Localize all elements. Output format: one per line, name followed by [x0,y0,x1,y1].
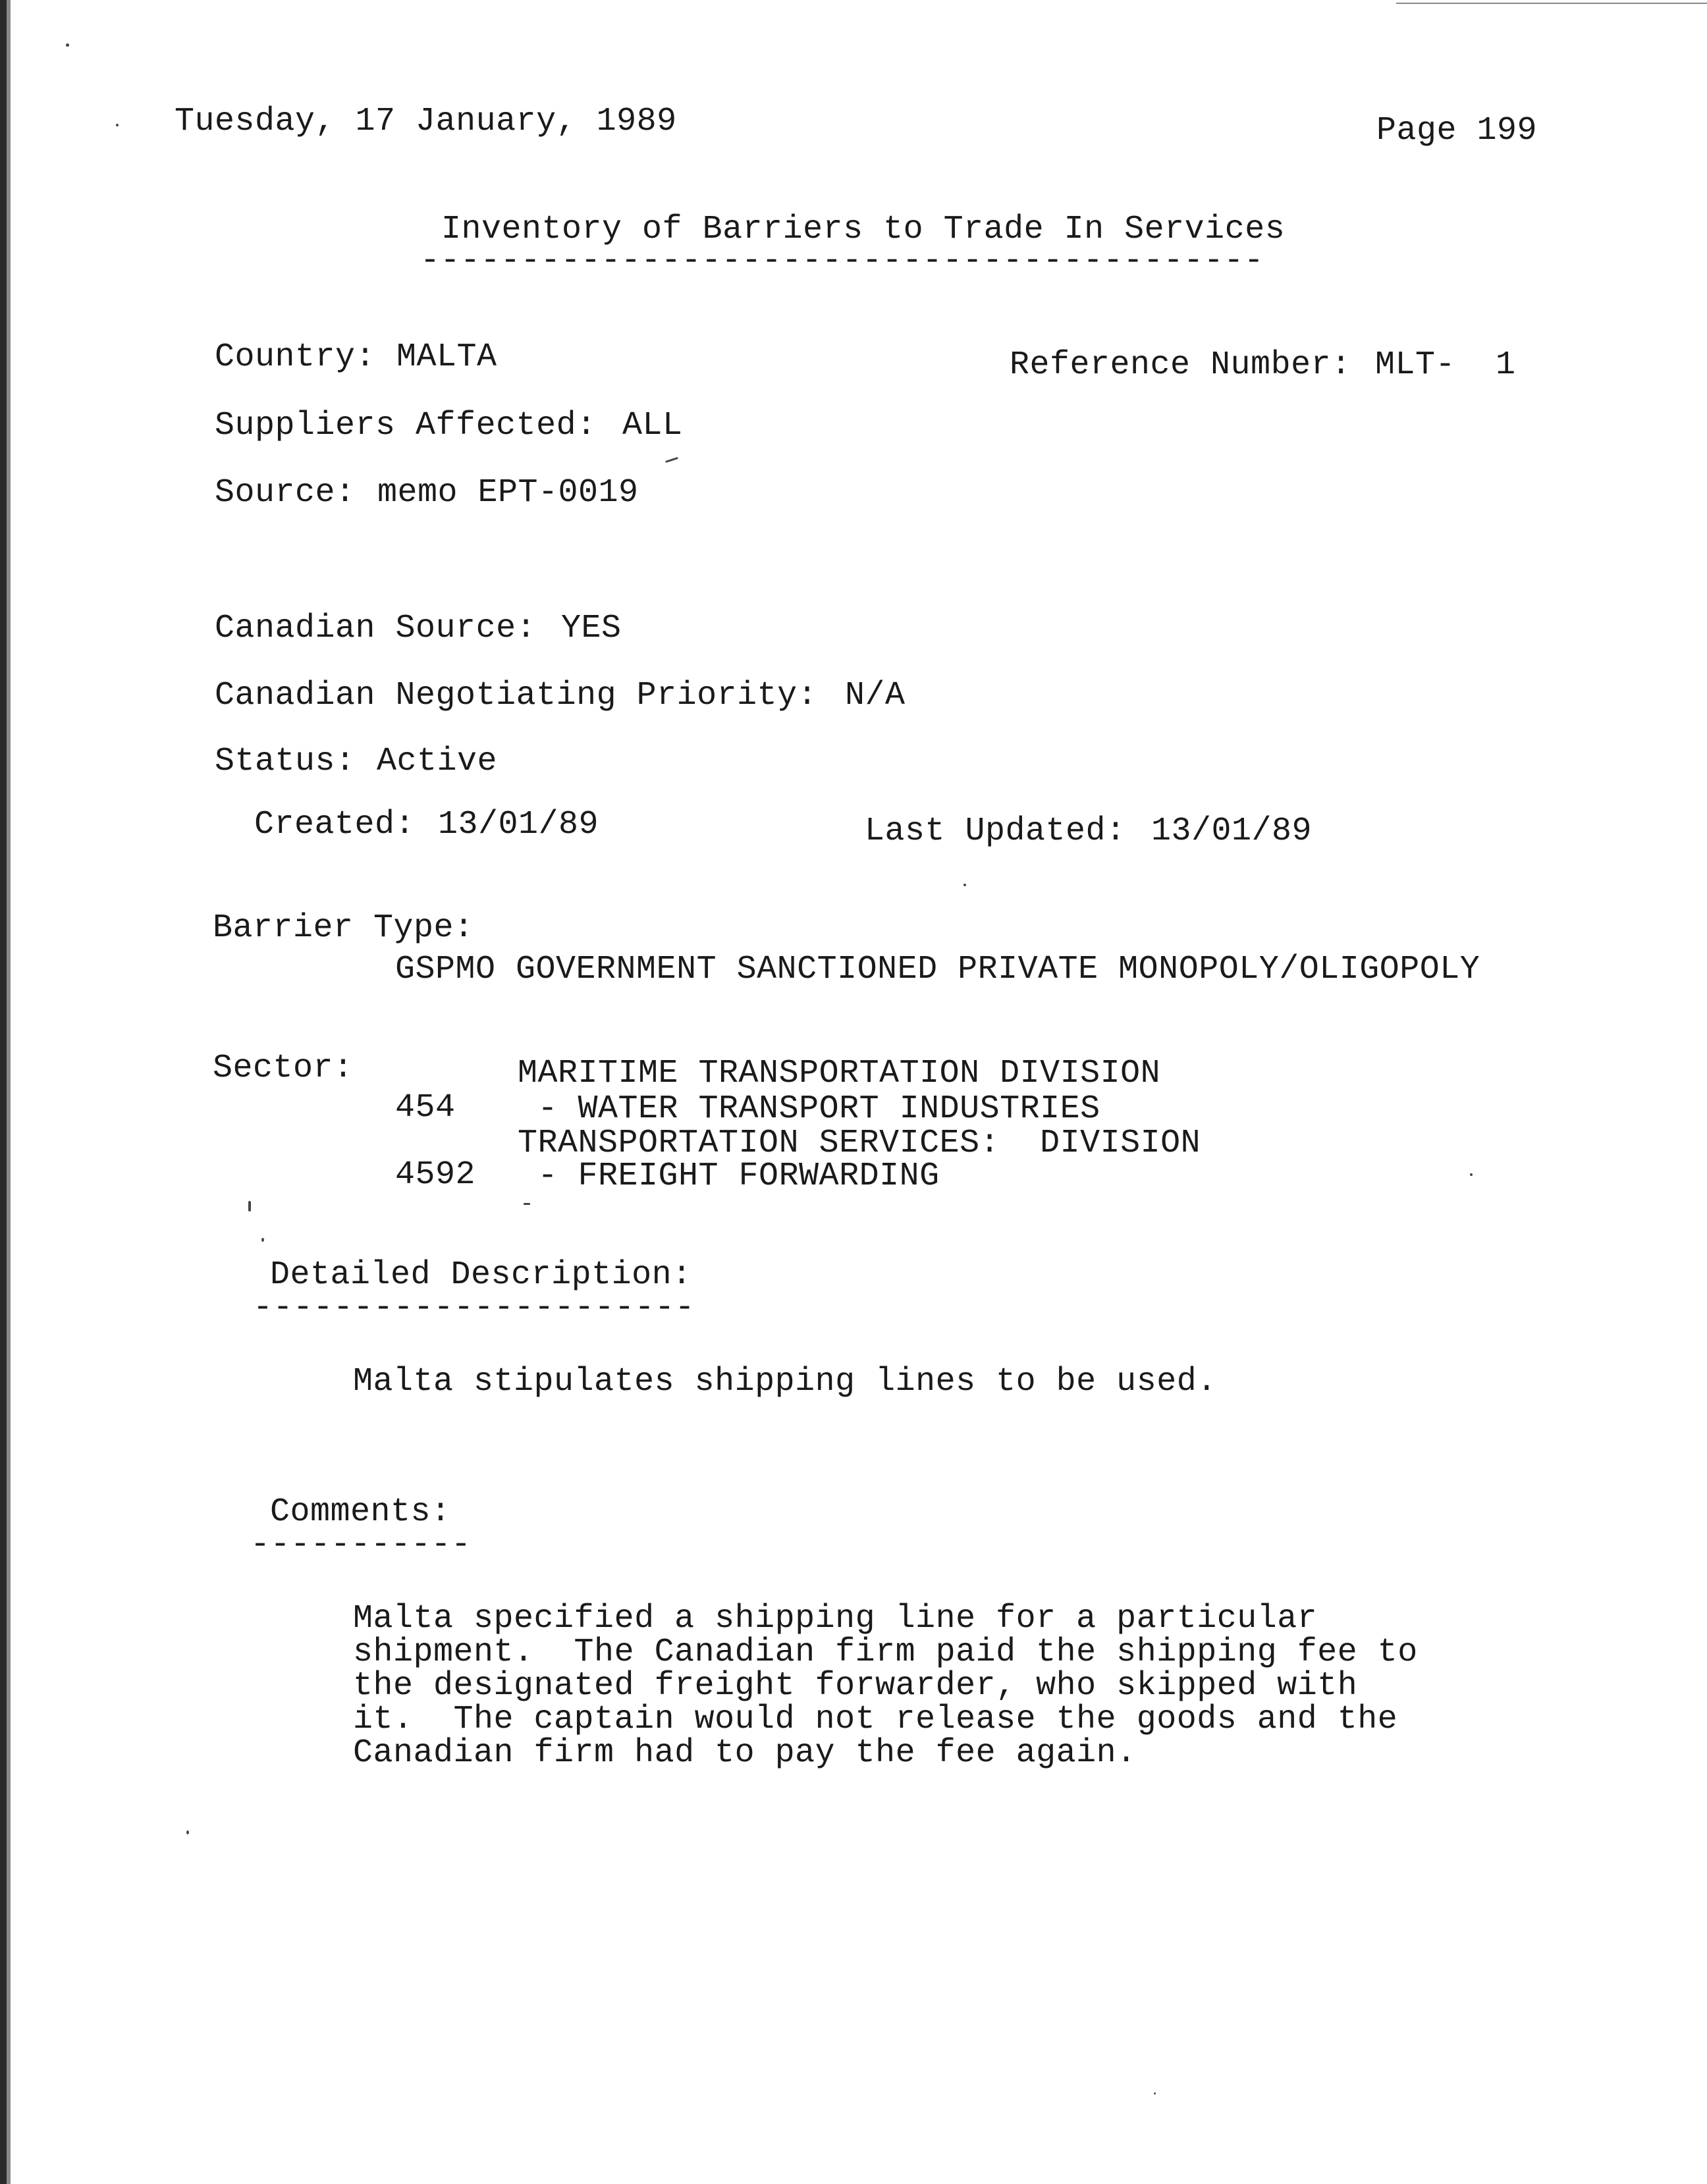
updated-value: 13/01/89 [1151,812,1313,850]
created-label: Created: [254,806,416,843]
suppliers-value: ALL [622,407,683,444]
priority-label: Canadian Negotiating Priority: [215,677,818,714]
scan-speck [66,43,69,47]
comments-line: Malta specified a shipping line for a particular [353,1600,1318,1638]
description-text: Malta stipulates shipping lines to be used. [353,1363,1217,1400]
barrier-type-value: GSPMO GOVERNMENT SANCTIONED PRIVATE MONOPOLY/OLIGOPOLY [395,951,1480,988]
source-label: Source: [215,474,356,512]
sector-row-code: 4592 [395,1156,476,1194]
comments-heading: Comments: [270,1493,451,1531]
updated-label: Last Updated: [865,812,1126,850]
created-value: 13/01/89 [438,806,599,843]
comments-line: shipment. The Canadian firm paid the shipping fee to [353,1634,1418,1671]
scan-speck [524,1203,530,1205]
scan-top-rule [1396,3,1707,4]
scan-speck [1470,1173,1473,1176]
canadian-source-label: Canadian Source: [215,610,537,647]
barrier-type-label: Barrier Type: [213,909,474,947]
suppliers-label: Suppliers Affected: [215,407,597,444]
page-number: Page 199 [1376,112,1538,149]
scan-speck [261,1238,264,1242]
sector-row-text: TRANSPORTATION SERVICES: DIVISION [518,1125,1201,1162]
priority-value: N/A [845,677,906,714]
status-label: Status: [215,743,356,780]
scan-speck [1154,2092,1156,2094]
sector-row-text: - FREIGHT FORWARDING [518,1158,940,1195]
scan-speck [248,1201,251,1212]
header-date: Tuesday, 17 January, 1989 [175,103,677,140]
scan-speck [963,884,966,886]
comments-line: it. The captain would not release the goods and the [353,1701,1398,1738]
country-label: Country: [215,338,376,376]
scan-speck [116,124,119,126]
reference-label: Reference Number: [1010,346,1351,384]
canadian-source-value: YES [561,610,622,647]
source-value: memo EPT-0019 [377,474,639,512]
sector-row-text: MARITIME TRANSPORTATION DIVISION [518,1055,1161,1092]
scan-edge-shadow [7,0,11,2184]
status-value: Active [377,743,498,780]
description-heading: Detailed Description: [270,1256,692,1294]
comments-line: the designated freight forwarder, who skipped with [353,1667,1358,1705]
sector-row-code: 454 [395,1089,456,1127]
sector-row-text: - WATER TRANSPORT INDUSTRIES [518,1090,1100,1128]
comments-underline: ----------- [250,1535,472,1555]
sector-label: Sector: [213,1050,354,1087]
comments-line: Canadian firm had to pay the fee again. [353,1734,1137,1772]
reference-value: MLT- 1 [1375,346,1516,384]
country-value: MALTA [396,338,497,376]
document-title: Inventory of Barriers to Trade In Services [441,211,1286,248]
scan-edge [0,0,7,2184]
scan-speck [186,1830,189,1834]
scan-speck [665,457,678,463]
description-underline: ---------------------- [253,1298,695,1318]
title-underline: ------------------------------------------ [420,252,1264,271]
